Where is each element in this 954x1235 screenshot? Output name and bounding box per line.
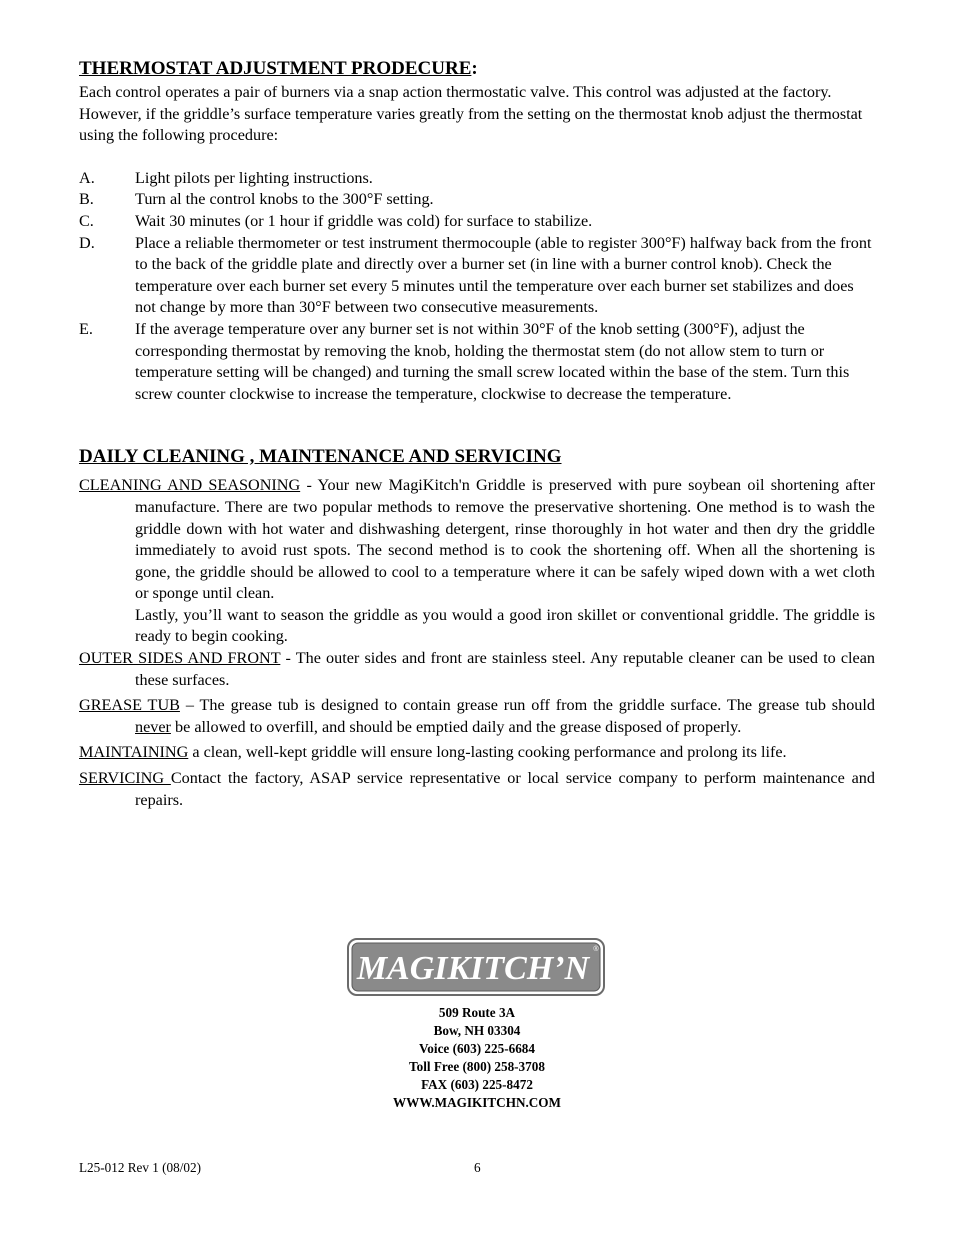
address-toll-free: Toll Free (800) 258-3708	[409, 1058, 545, 1074]
step-e	[79, 319, 875, 405]
outer-term: OUTER SIDES AND FRONT	[79, 649, 281, 668]
address-fax: FAX (603) 225-8472	[421, 1076, 533, 1092]
address-web[interactable]: WWW.MAGIKITCHN.COM	[392, 1094, 562, 1110]
servicing-paragraph	[79, 768, 875, 811]
step-text: If the average temperature over any burner set is not within 30°F of the knob setting (300°F), adjust the corresponding thermostat by removing the knob, holding the thermostat stem (do not allow stem to turn or temperature setting will be changed) and turning the small screw located within the base of the stem. Turn this screw counter clockwise to increase the temperature, clockwise to decrease the temperature.	[135, 319, 850, 403]
seasoning-term: CLEANING AND SEASONING	[79, 476, 301, 495]
step-text: Turn al the control knobs to the 300°F setting.	[135, 190, 434, 209]
step-label: E.	[79, 319, 93, 338]
seasoning-paragraph	[79, 475, 875, 605]
thermostat-heading-text: THERMOSTAT ADJUSTMENT PRODECURE	[79, 58, 472, 79]
outer-sides-paragraph	[79, 648, 875, 691]
step-label: C.	[79, 211, 94, 230]
step-a	[79, 168, 875, 190]
grease-never: never	[135, 717, 171, 736]
address-voice: Voice (603) 225-6684	[419, 1040, 535, 1056]
maintain-term: MAINTAINING	[79, 743, 189, 762]
step-text: Place a reliable thermometer or test instrument thermocouple (able to register 300°F) halfway back from the front to the back of the griddle plate and directly over a burner set (in line with a burner control knob). Check the temperature over each burner set every 5 minutes until the temperature over each burner set stabilizes and does not change by more than 30°F between two consecutive measurements.	[135, 233, 872, 317]
maintain-text: a clean, well-kept griddle will ensure long-lasting cooking performance and prolong its life.	[188, 743, 787, 762]
step-label: D.	[79, 233, 95, 252]
step-text: Light pilots per lighting instructions.	[135, 168, 373, 187]
maintaining-paragraph	[79, 742, 875, 764]
step-text: Wait 30 minutes (or 1 hour if griddle was cold) for surface to stabilize.	[135, 211, 593, 230]
step-d	[79, 233, 875, 319]
logo-graphic	[347, 938, 605, 996]
cleaning-section	[79, 444, 875, 811]
company-address	[0, 1004, 954, 1111]
grease-text-1: – The grease tub is designed to contain grease run off from the griddle surface. The grease tub should	[179, 696, 875, 715]
address-city: Bow, NH 03304	[433, 1022, 521, 1038]
step-c	[79, 211, 875, 233]
step-b	[79, 189, 875, 211]
thermostat-heading	[79, 56, 875, 82]
grease-tub-paragraph	[79, 695, 875, 738]
logo-text: MAGIKITCH’N	[356, 950, 590, 987]
address-street: 509 Route 3A	[438, 1005, 516, 1020]
step-label: A.	[79, 168, 95, 187]
registered-mark: ®	[593, 946, 599, 953]
step-label: B.	[79, 190, 94, 209]
outer-text: - The outer sides and front are stainless steel. Any reputable cleaner can be used to clean these surfaces.	[135, 649, 875, 689]
page-number: 6	[474, 1160, 481, 1175]
procedure-steps	[79, 168, 875, 406]
seasoning-continuation: Lastly, you’ll want to season the griddle as you would a good iron skillet or conventional griddle. The griddle is ready to begin cooking.	[135, 605, 875, 646]
grease-text-2: be allowed to overfill, and should be emptied daily and the grease disposed of properly.	[170, 717, 742, 736]
service-text: Contact the factory, ASAP service representative or local service company to perform maintenance and repairs.	[135, 769, 875, 809]
grease-term: GREASE TUB	[79, 696, 180, 715]
service-term: SERVICING	[79, 769, 171, 788]
seasoning-text: - Your new MagiKitch'n Griddle is preserved with pure soybean oil shortening after manufacture. There are two popular methods to remove the preservative shortening. One method is to wash the griddle down with hot water and dishwashing detergent, rinse thoroughly in hot water and then dry the griddle immediately to avoid rust spots. The second method is to cook the shortening off. When all the shortening is gone, the griddle should be allowed to cool to a temperature where it can be safely wiped down with a wet cloth or sponge until clean.	[135, 476, 875, 603]
document-body	[79, 56, 875, 815]
magikitchn-logo	[347, 938, 605, 996]
thermostat-intro: Each control operates a pair of burners via a snap action thermostatic valve. This control was adjusted at the factory. However, if the griddle’s surface temperature varies greatly from the setting on the thermostat knob adjust the thermostat using the following procedure:	[79, 83, 863, 145]
document-number: L25-012 Rev 1 (08/02)	[79, 1160, 201, 1175]
cleaning-heading-text: DAILY CLEANING , MAINTENANCE AND SERVICING	[79, 446, 562, 468]
cleaning-heading	[79, 444, 875, 470]
thermostat-heading-colon: :	[471, 58, 478, 79]
